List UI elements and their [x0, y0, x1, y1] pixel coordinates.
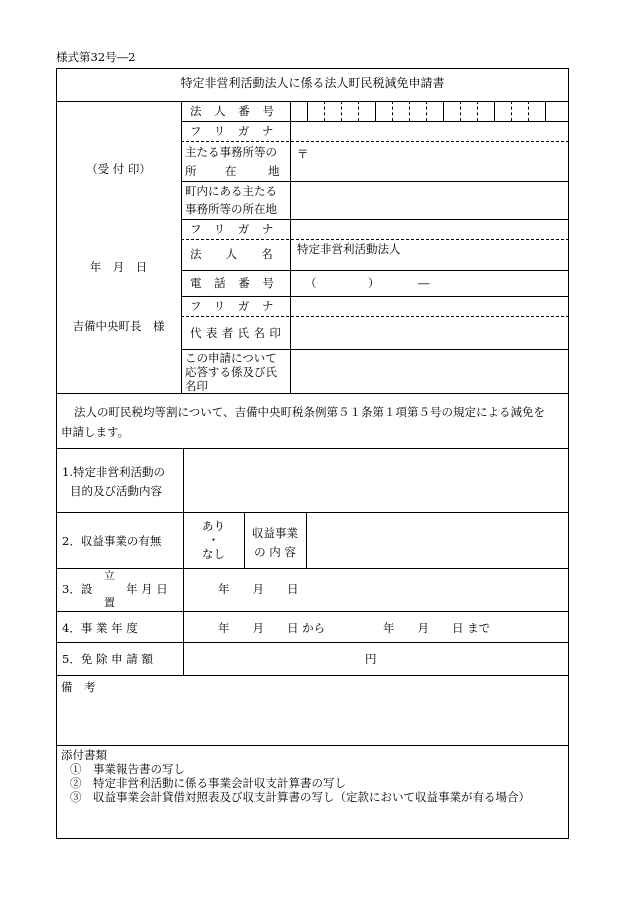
main-office-label-2b: 在 — [225, 164, 237, 178]
main-office-label-2c: 地 — [268, 164, 280, 178]
form-number: 様式第32号―2 — [56, 50, 136, 64]
receipt-stamp-area: （受 付 印） — [86, 162, 151, 176]
town-office-label-2: 事務所等の所在地 — [185, 202, 277, 216]
statement-line-1: 法人の町民税均等割について、吉備中央町税条例第５１条第１項第５号の規定による減免を — [74, 405, 546, 419]
item2-ari: あり — [202, 519, 225, 533]
attachment-item-1: ① 事業報告書の写し — [70, 762, 185, 776]
form-frame — [56, 68, 569, 839]
item2-content-label: 収益事業 — [252, 526, 298, 540]
attachment-item-2: ② 特定非営利活動に係る事業会計収支計算書の写し — [70, 776, 346, 790]
item4-to: 年 月 日 まで — [383, 621, 491, 635]
phone-close-paren: ） — [368, 276, 380, 290]
item4-label: 4．事 業 年 度 — [62, 621, 138, 635]
statement-line-2: 申請します。 — [61, 425, 130, 439]
item5-unit: 円 — [365, 652, 377, 666]
contact-label-3: 名印 — [185, 379, 208, 393]
application-date: 年 月 日 — [89, 260, 148, 274]
item3-label-chi: 置 — [104, 596, 115, 609]
attachment-item-3: ③ 収益事業会計貸借対照表及び収支計算書の写し（定款において収益事業が有る場合） — [70, 790, 530, 804]
addressee: 吉備中央町長 様 — [72, 319, 165, 333]
main-office-label-2a: 所 — [185, 164, 197, 178]
furigana-label-corp: フリガナ — [190, 222, 287, 236]
corp-number-label: 法人番号 — [190, 104, 287, 118]
item3-label-date: 年 月 日 — [126, 582, 168, 596]
item2-label: 2．収益事業の有無 — [62, 534, 162, 548]
representative-label: 代表者氏名印 — [190, 326, 286, 340]
item2-nashi: なし — [202, 547, 225, 561]
contact-label-2: 応答する係及び氏 — [185, 365, 277, 379]
item1-label: 1.特定非営利活動の — [62, 465, 165, 479]
page-title: 特定非営利活動法人に係る法人町民税減免申請書 — [180, 76, 445, 90]
phone-dash: ― — [418, 276, 430, 290]
item3-label-ritsu: 立 — [104, 569, 115, 582]
attachments-heading: 添付書類 — [61, 748, 107, 762]
phone-label: 電話番号 — [190, 276, 287, 290]
phone-open-paren: （ — [305, 276, 317, 290]
corp-name-value: 特定非営利活動法人 — [297, 242, 401, 256]
town-office-label: 町内にある主たる — [185, 184, 277, 198]
item1-label-2: 目的及び活動内容 — [70, 484, 162, 498]
main-office-label: 主たる事務所等の — [185, 145, 277, 159]
item2-dot: ・ — [207, 533, 220, 547]
item3-label: 3．設 — [62, 582, 93, 596]
item2-content-label-2: の 内 容 — [254, 545, 296, 559]
furigana-label: フリガナ — [190, 124, 287, 138]
postal-mark: 〒 — [297, 147, 309, 161]
item5-label: 5．免 除 申 請 額 — [62, 652, 153, 666]
corp-name-label: 法人名 — [190, 247, 297, 261]
item4-from: 年 月 日 から — [218, 621, 326, 635]
contact-label: この申請について — [185, 351, 277, 365]
remarks-label: 備 考 — [61, 680, 96, 694]
furigana-label-rep: フリガナ — [190, 299, 287, 313]
item3-date: 年 月 日 — [218, 582, 299, 596]
